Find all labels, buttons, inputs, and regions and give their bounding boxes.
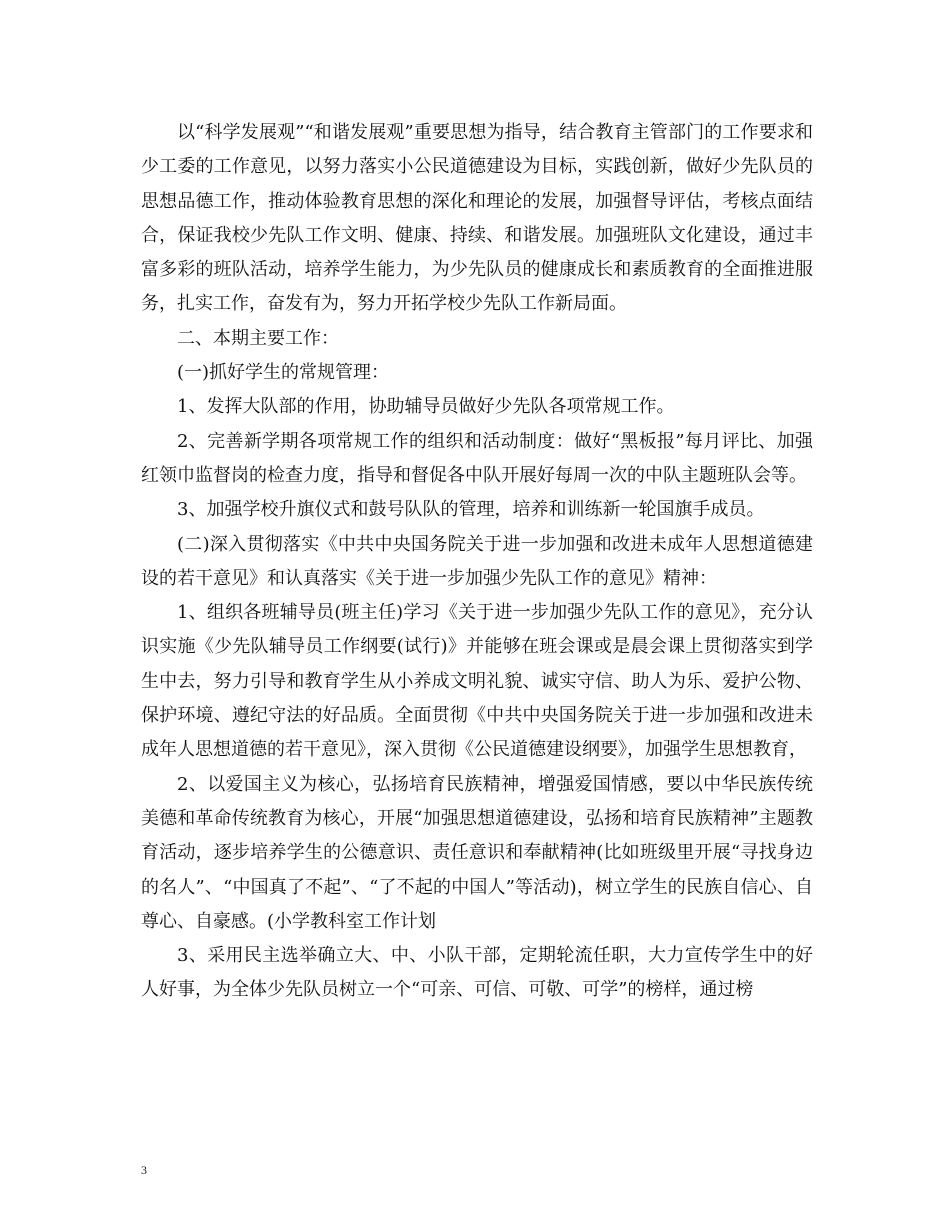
- subsection-heading-routine-management: (一)抓好学生的常规管理：: [177, 362, 390, 384]
- paragraph-item-3-flag-ceremony: 3、加强学校升旗仪式和鼓号队队的管理，培养和训练新一轮国旗手成员。: [177, 499, 765, 521]
- paragraph-item-2-patriotism: 2、以爱国主义为核心，弘扬培育民族精神，增强爱国情感，要以中华民族传统美德和革命传统教育为核心，开展“加强思想道德建设，弘扬和培育民族精神”主题教育活动，逐步培养学生的公德意识、责任意识和奉献精神(比如班级里开展“寻找身边的名人”、“中国真了不起”、“了不起的中国人”等活动)，树立学生的民族自信心、自尊心、自豪感。(小学教科室工作计划: [141, 773, 813, 932]
- section-heading-main-work: 二、本期主要工作：: [177, 327, 339, 349]
- paragraph-item-1-brigade: 1、发挥大队部的作用，协助辅导员做好少先队各项常规工作。: [177, 396, 675, 418]
- document-body: [141, 116, 813, 1008]
- paragraph-item-1-counselor-study: 1、组织各班辅导员(班主任)学习《关于进一步加强少先队工作的意见》，充分认识实施《少先队辅导员工作纲要(试行)》并能够在班会课或是晨会课上贯彻落实到学生中去，努力引导和教育学生从小养成文明礼貌、诚实守信、助人为乐、爱护公物、保护环境、遵纪守法的好品质。全面贯彻《中共中央国务院关于进一步加强和改进未成年人思想道德的若干意见》，深入贯彻《公民道德建设纲要》，加强学生思想教育，: [141, 602, 813, 761]
- paragraph-item-2-system: 2、完善新学期各项常规工作的组织和活动制度：做好“黑板报”每月评比、加强红领巾监督岗的检查力度，指导和督促各中队开展好每周一次的中队主题班队会等。: [141, 430, 813, 486]
- paragraph-guiding-ideology: 以“科学发展观”“和谐发展观”重要思想为指导，结合教育主管部门的工作要求和少工委的工作意见，以努力落实小公民道德建设为目标，实践创新，做好少先队员的思想品德工作，推动体验教育思想的深化和理论的发展，加强督导评估，考核点面结合，保证我校少先队工作文明、健康、持续、和谐发展。加强班队文化建设，通过丰富多彩的班队活动，培养学生能力，为少先队员的健康成长和素质教育的全面推进服务，扎实工作，奋发有为，努力开拓学校少先队工作新局面。: [141, 122, 813, 315]
- subsection-heading-implementation: (二)深入贯彻落实《中共中央国务院关于进一步加强和改进未成年人思想道德建设的若干意见》和认真落实《关于进一步加强少先队工作的意见》精神：: [141, 533, 813, 589]
- page-number: 3: [141, 1163, 147, 1177]
- paragraph-item-3-election: 3、采用民主选举确立大、中、小队干部，定期轮流任职，大力宣传学生中的好人好事，为全体少先队员树立一个“可亲、可信、可敬、可学”的榜样，通过榜: [141, 945, 813, 1001]
